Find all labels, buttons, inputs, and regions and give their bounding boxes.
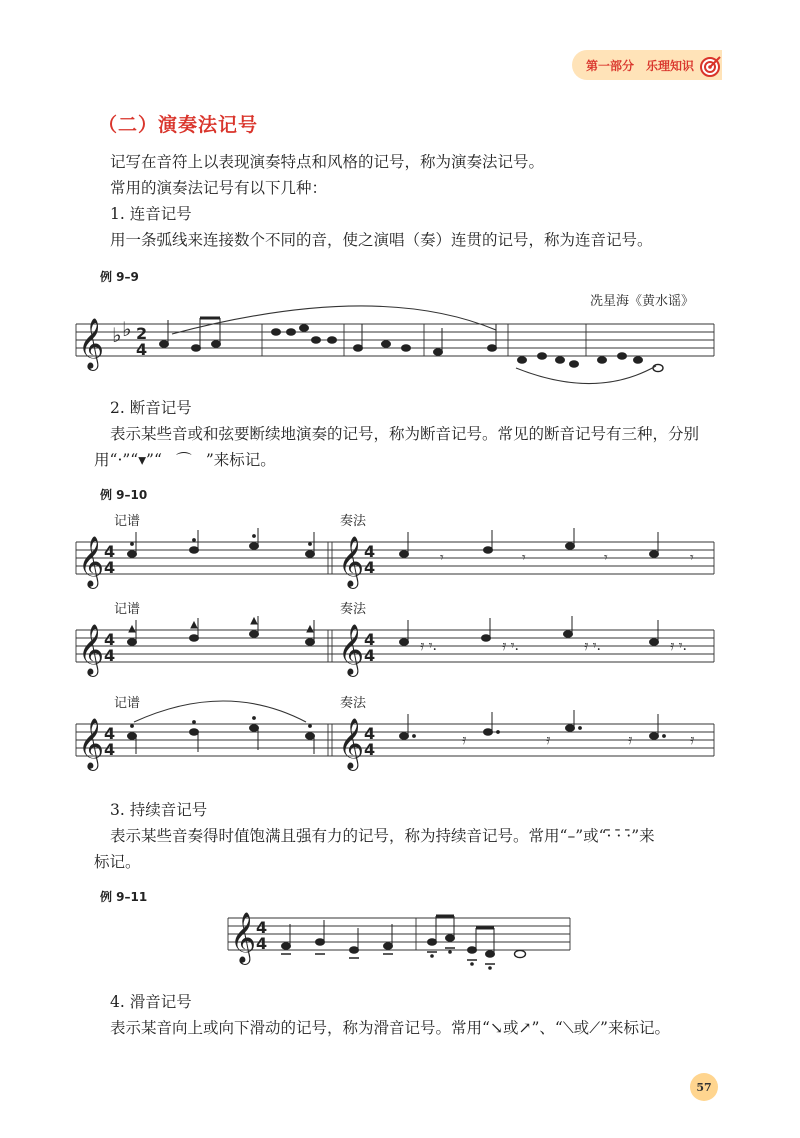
example-9-9-label: 例 9–9 — [100, 270, 139, 284]
example-9-10-label: 例 9–10 — [100, 488, 148, 502]
page-number-badge — [690, 1073, 718, 1101]
svg-text:𝄞: 𝄞 — [338, 624, 365, 675]
tenuto-symbol: – — [567, 827, 576, 845]
svg-text:𝄿: 𝄿 — [462, 732, 467, 748]
svg-text:4: 4 — [364, 740, 376, 759]
svg-text:4: 4 — [104, 646, 116, 665]
svg-text:𝄿 𝄾.: 𝄿 𝄾. — [420, 638, 437, 654]
notation-label-3: 记谱 — [114, 696, 141, 711]
example-9-11-staff — [228, 904, 572, 974]
svg-text:♭: ♭ — [122, 317, 132, 341]
item3-title: 3. 持续音记号 — [110, 801, 208, 819]
example-9-11-label: 例 9–11 — [100, 890, 148, 904]
performance-label-2: 奏法 — [340, 602, 367, 617]
page-number: 57 — [696, 1080, 712, 1094]
svg-text:𝄞: 𝄞 — [78, 718, 105, 769]
svg-text:𝄞: 𝄞 — [338, 536, 365, 587]
glide-up-symbol: ↗ — [518, 1019, 532, 1037]
svg-text:4: 4 — [104, 542, 116, 561]
svg-text:𝄞: 𝄞 — [230, 912, 257, 963]
portato-symbol: ⌒ — [176, 451, 192, 469]
glide-down-long-symbol: ⟍ — [562, 1019, 574, 1037]
staccato-dot-symbol: · — [117, 451, 123, 469]
svg-text:4: 4 — [136, 340, 148, 359]
item3-desc-line-2: 标记。 — [94, 853, 141, 871]
svg-text:𝄞: 𝄞 — [78, 624, 105, 675]
header-topic: 乐理知识 — [646, 58, 695, 73]
svg-text:2: 2 — [136, 324, 148, 343]
notation-label-1: 记谱 — [114, 514, 141, 529]
svg-text:♭: ♭ — [112, 323, 122, 347]
item3-desc-line-1: 表示某些音奏得时值饱满且强有力的记号，称为持续音记号。常用“–”或“·̄ ·̄ ·̄”来 — [110, 827, 655, 845]
svg-text:4: 4 — [104, 740, 116, 759]
notation-label-2: 记谱 — [114, 602, 141, 617]
svg-text:𝄿: 𝄿 — [546, 732, 551, 748]
glide-down-symbol: ↘ — [489, 1019, 503, 1037]
svg-text:𝄾: 𝄾 — [440, 550, 444, 566]
staccato-wedge-symbol: ▾ — [138, 451, 147, 469]
section-title: （二）演奏法记号 — [98, 114, 259, 136]
item4-title: 4. 滑音记号 — [110, 993, 192, 1011]
svg-text:𝄾: 𝄾 — [522, 550, 526, 566]
svg-text:4: 4 — [364, 646, 376, 665]
item2-desc-line-2: 用“·”“▾”“ ⌒ ”来标记。 — [94, 448, 276, 472]
svg-text:𝄾: 𝄾 — [690, 550, 694, 566]
performance-label-3: 奏法 — [340, 696, 367, 711]
example-9-10-staff-2 — [76, 616, 716, 676]
svg-text:𝄞: 𝄞 — [78, 318, 105, 369]
item1-title: 1. 连音记号 — [110, 205, 192, 223]
svg-text:𝄿: 𝄿 — [690, 732, 695, 748]
example-9-10-staff-1 — [76, 528, 716, 588]
glide-up-long-symbol: ⟋ — [589, 1019, 601, 1037]
svg-text:𝄾: 𝄾 — [604, 550, 608, 566]
svg-text:4: 4 — [364, 558, 376, 577]
item2-title: 2. 断音记号 — [110, 399, 192, 417]
svg-text:𝄞: 𝄞 — [338, 718, 365, 769]
svg-text:𝄿: 𝄿 — [628, 732, 633, 748]
svg-text:4: 4 — [364, 724, 376, 743]
svg-text:4: 4 — [104, 558, 116, 577]
item1-desc: 用一条弧线来连接数个不同的音，使之演唱（奏）连贯的记号，称为连音记号。 — [110, 231, 653, 249]
svg-text:4: 4 — [364, 542, 376, 561]
svg-text:4: 4 — [256, 934, 268, 953]
svg-text:𝄞: 𝄞 — [78, 536, 105, 587]
svg-text:4: 4 — [364, 630, 376, 649]
example-9-9-staff — [76, 310, 716, 390]
svg-text:4: 4 — [104, 630, 116, 649]
performance-label-1: 奏法 — [340, 514, 367, 529]
svg-text:𝄿 𝄾.: 𝄿 𝄾. — [670, 638, 687, 654]
item4-desc: 表示某音向上或向下滑动的记号，称为滑音记号。常用“↘或↗”、“⟍或⟋”来标记。 — [110, 1019, 670, 1037]
portato-tenuto-symbol: ·̄ ·̄ ·̄ — [606, 827, 632, 845]
example-9-9-attribution: 冼星海《黄水谣》 — [590, 294, 695, 309]
svg-text:𝄿 𝄾.: 𝄿 𝄾. — [584, 638, 601, 654]
svg-text:𝄿 𝄾.: 𝄿 𝄾. — [502, 638, 519, 654]
svg-text:4: 4 — [256, 918, 268, 937]
header-part: 第一部分 — [586, 58, 635, 73]
example-9-10-staff-3 — [76, 710, 716, 770]
item2-desc-line-1: 表示某些音或和弦要断续地演奏的记号，称为断音记号。常见的断音记号有三种，分别 — [110, 425, 700, 443]
intro-line-1: 记写在音符上以表现演奏特点和风格的记号，称为演奏法记号。 — [110, 153, 545, 171]
target-icon — [700, 55, 722, 77]
svg-text:4: 4 — [104, 724, 116, 743]
intro-line-2: 常用的演奏法记号有以下几种： — [110, 179, 328, 197]
